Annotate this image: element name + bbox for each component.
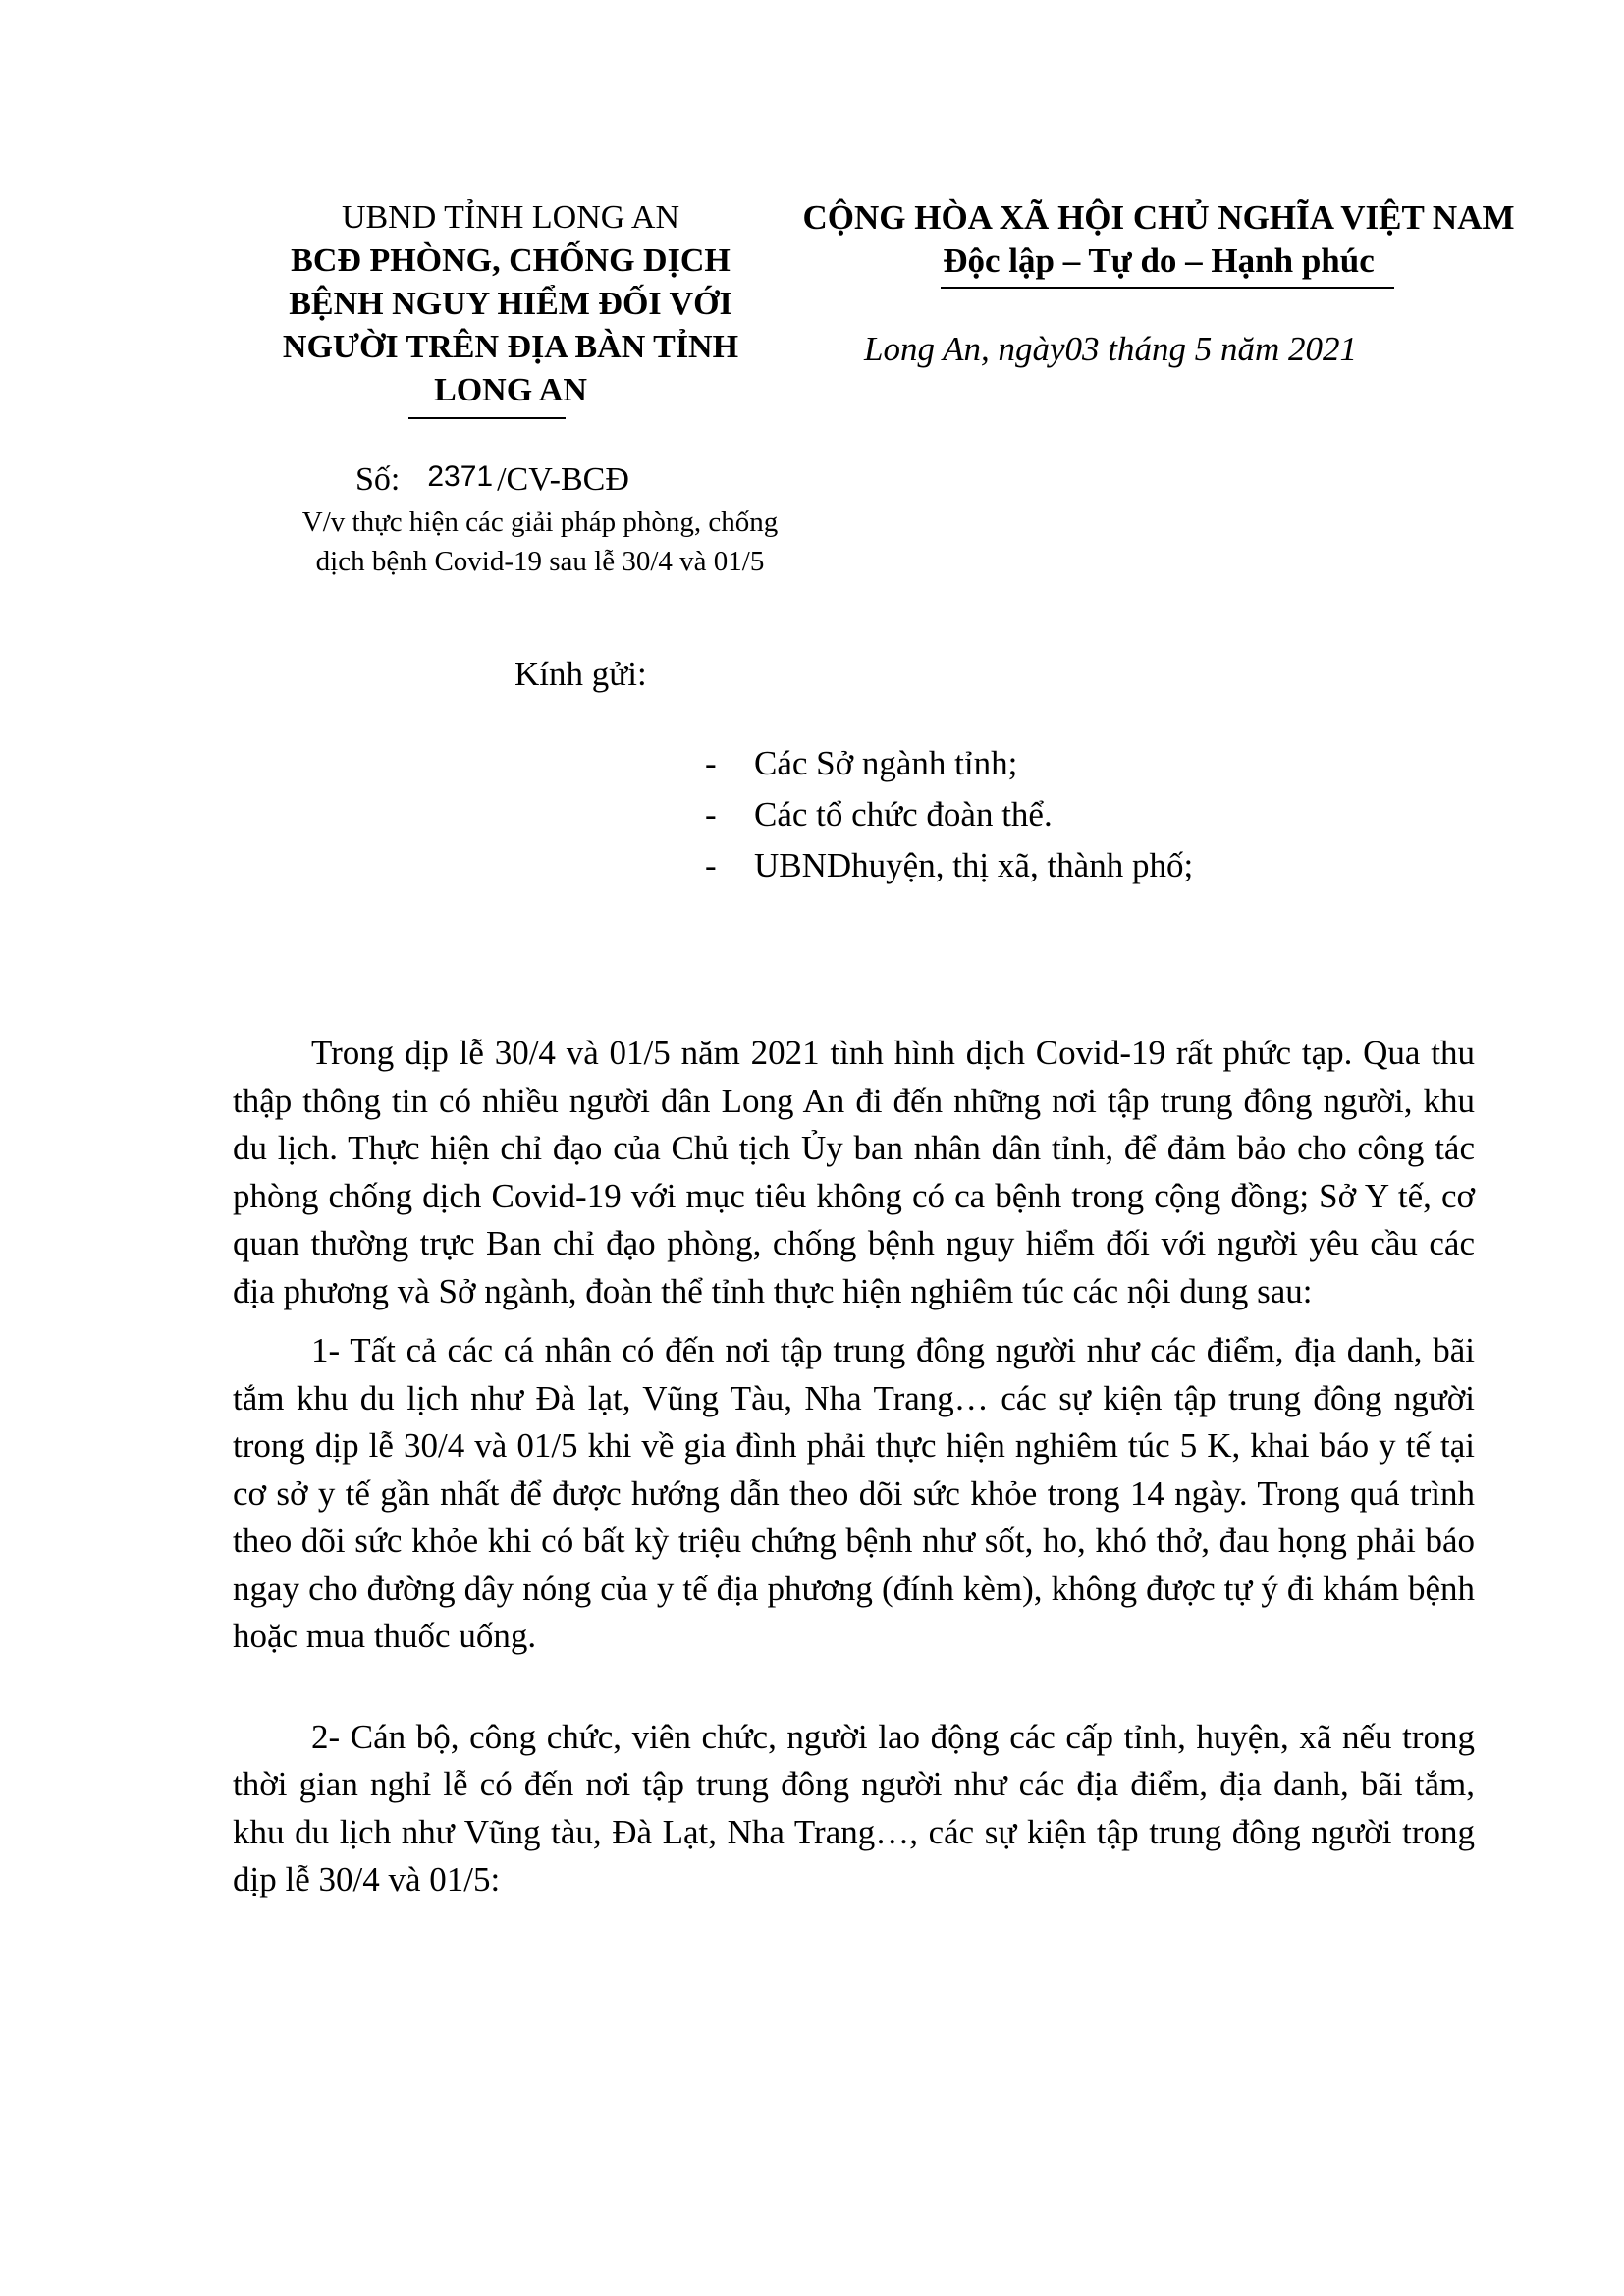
agency-line-5: LONG AN [434,372,587,408]
list-dash: - [705,744,717,782]
list-dash: - [705,846,717,884]
greeting: Kính gửi: [514,655,647,693]
document-body [233,1030,1475,1904]
body-paragraph-intro: Trong dịp lễ 30/4 và 01/5 năm 2021 tình hình dịch Covid-19 rất phức tạp. Qua thu thập thông tin có nhiều người dân Long An đi đến những nơi tập trung đông người, khu du lịch. Thực hiện chỉ đạo của Chủ tịch Ủy ban nhân dân tỉnh, để đảm bảo cho công tác phòng chống dịch Covid-19 với mục tiêu không có ca bệnh trong cộng đồng; Sở Y tế, cơ quan thường trực Ban chỉ đạo phòng, chống bệnh nguy hiểm đối với người yêu cầu các địa phương và Sở ngành, đoàn thể tỉnh thực hiện nghiêm túc các nội dung sau: [233,1034,1475,1310]
agency-underline [408,417,566,419]
body-paragraph-item-2: 2- Cán bộ, công chức, viên chức, người lao động các cấp tỉnh, huyện, xã nếu trong thời gian nghỉ lễ có đến nơi tập trung đông người như các địa điểm, địa danh, bãi tắm, khu du lịch như Vũng tàu, Đà Lạt, Nha Trang…, các sự kiện tập trung đông người trong dịp lễ 30/4 và 01/5: [233,1717,1475,1898]
agency-line-3: BỆNH NGUY HIỂM ĐỐI VỚI [289,286,732,322]
list-dash: - [705,795,717,833]
recipient-item: - Các tổ chức đoàn thể. [705,789,1193,840]
doc-number-suffix: /CV-BCĐ [497,461,629,498]
doc-number-prefix: Số: [355,461,401,498]
agency-line-2: BCĐ PHÒNG, CHỐNG DỊCH [291,242,731,279]
recipient-item: - UBNDhuyện, thị xã, thành phố; [705,840,1193,891]
national-motto: Độc lập – Tự do – Hạnh phúc [943,241,1375,280]
national-title: CỘNG HÒA XÃ HỘI CHỦ NGHĨA VIỆT NAM [802,198,1515,237]
doc-number-value: 2371 [427,460,494,493]
motto-underline [941,287,1394,289]
subject-line-2: dịch bệnh Covid-19 sau lễ 30/4 và 01/5 [315,546,765,577]
document-subject [265,503,815,581]
issuing-agency [245,196,776,412]
document-number [355,461,629,499]
subject-line-1: V/v thực hiện các giải pháp phòng, chống [301,507,779,538]
date-line: Long An, ngày03 tháng 5 năm 2021 [864,330,1357,368]
recipient-list [705,738,1193,891]
agency-line-1: UBND TỈNH LONG AN [341,199,680,236]
recipient-item: - Các Sở ngành tỉnh; [705,738,1193,789]
body-paragraph-item-1: 1- Tất cả các cá nhân có đến nơi tập trung đông người như các điểm, địa danh, bãi tắm khu du lịch như Đà lạt, Vũng Tàu, Nha Trang… các sự kiện tập trung đông người trong dịp lễ 30/4 và 01/5 khi về gia đình phải thực hiện nghiêm túc 5 K, khai báo y tế tại cơ sở y tế gần nhất để được hướng dẫn theo dõi sức khỏe trong 14 ngày. Trong quá trình theo dõi sức khỏe khi có bất kỳ triệu chứng bệnh như sốt, ho, khó thở, đau họng phải báo ngay cho đường dây nóng của y tế địa phương (đính kèm), không được tự ý đi khám bệnh hoặc mua thuốc uống. [233,1331,1475,1655]
agency-line-4: NGƯỜI TRÊN ĐỊA BÀN TỈNH [282,329,739,365]
national-title-block [776,196,1542,283]
